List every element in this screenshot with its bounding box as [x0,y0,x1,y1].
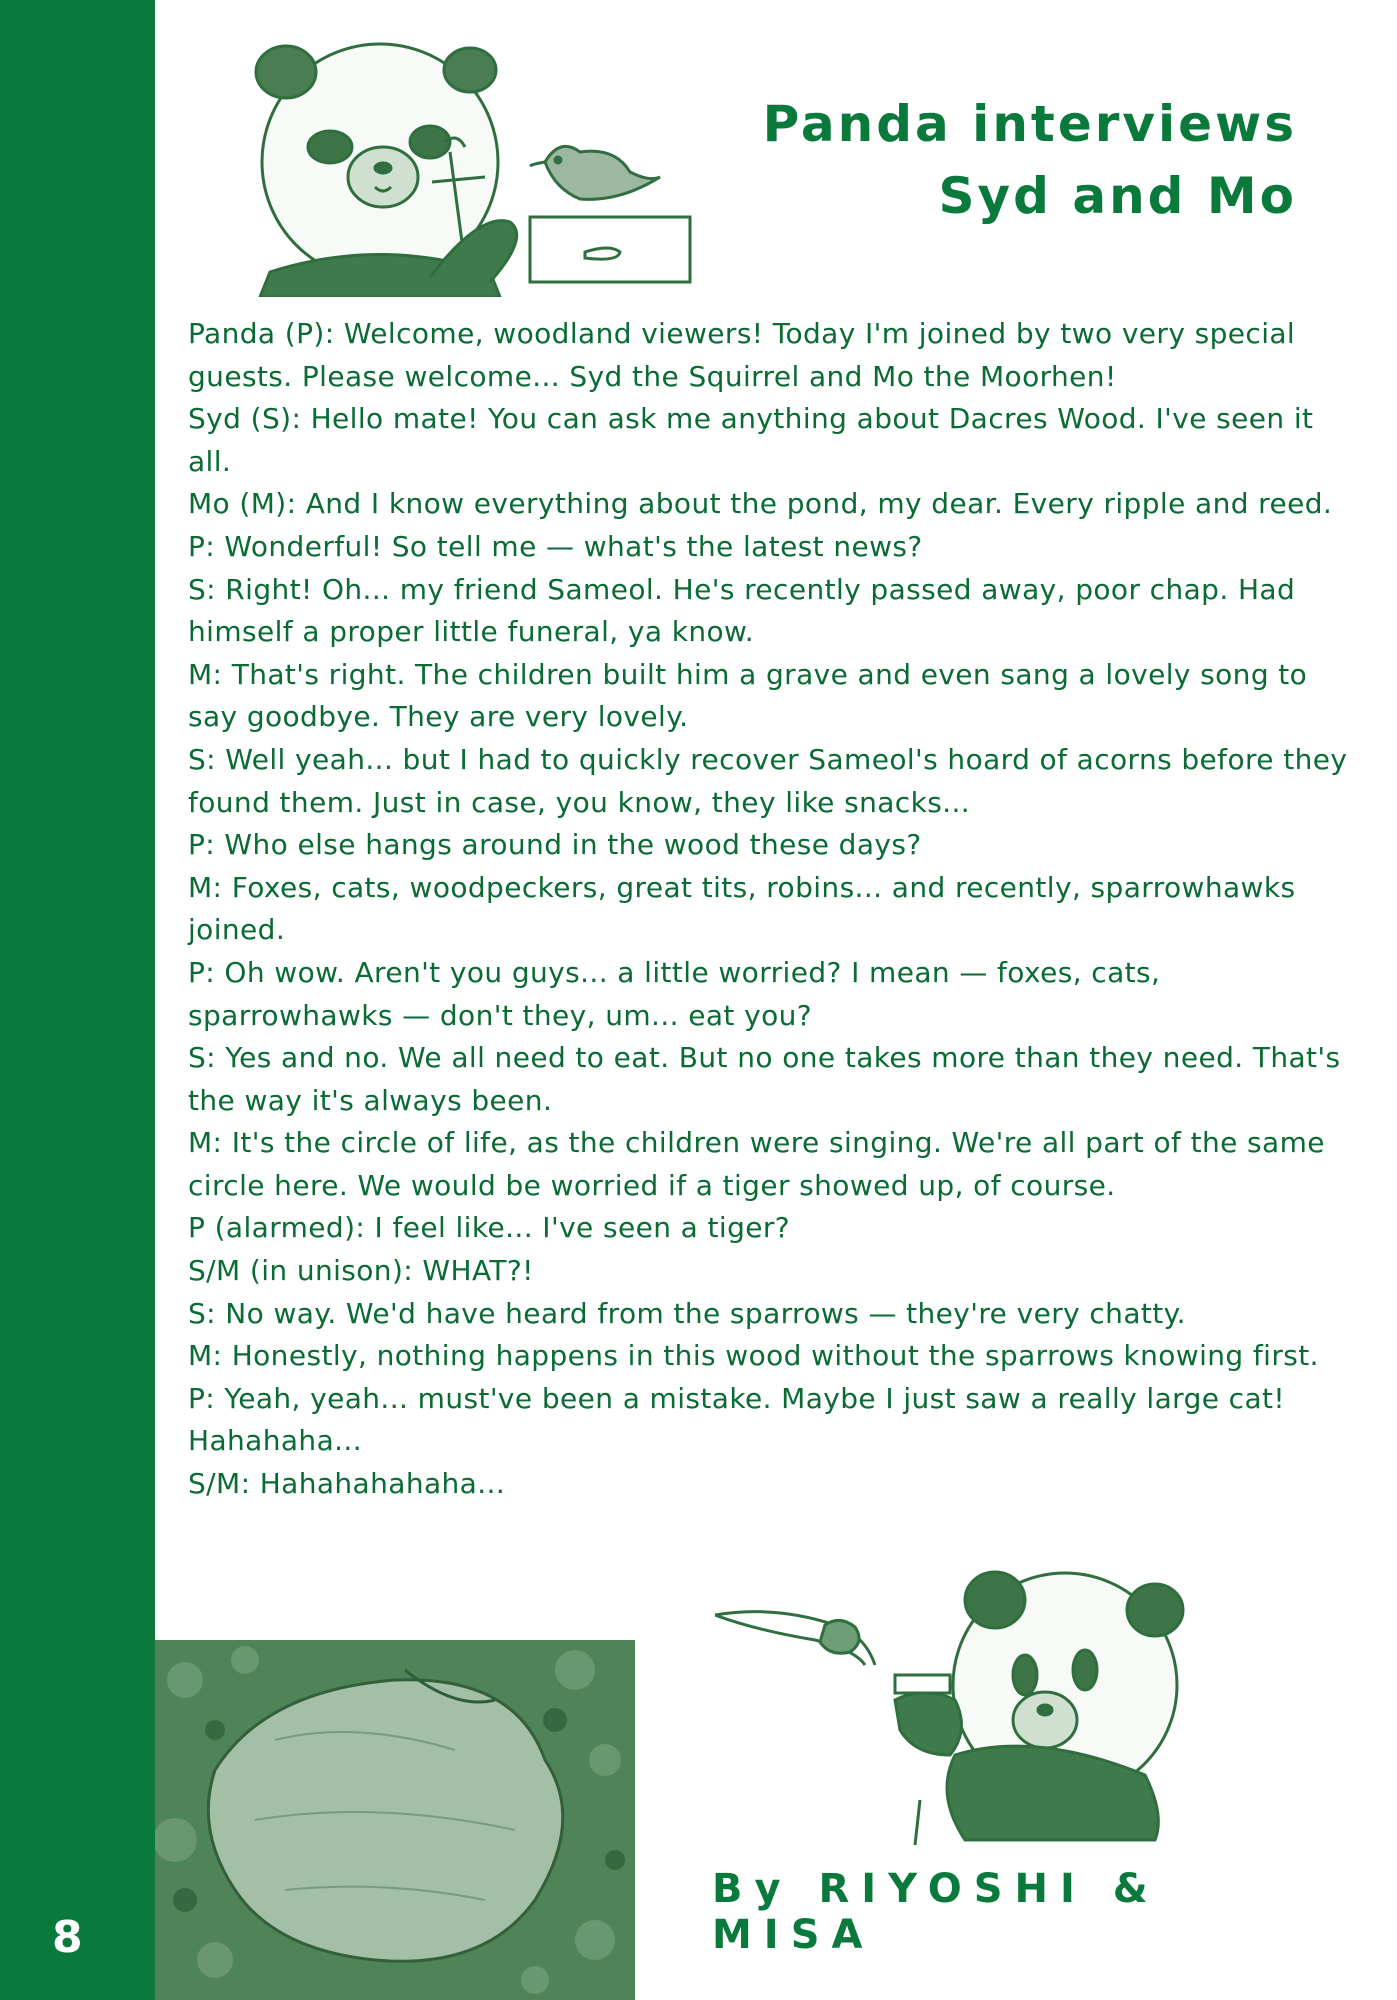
interview-line: Panda (P): Welcome, woodland viewers! Today I'm joined by two very special guests. Please welcome... Syd the Squirrel and Mo the Moorhen! [188,317,1296,393]
interview-line: M: Honestly, nothing happens in this wood without the sparrows knowing first. [188,1339,1319,1373]
interview-line: Syd (S): Hello mate! You can ask me anything about Dacres Wood. I've seen it all. [188,402,1314,478]
page-title [677,88,1297,232]
interview-line: M: Foxes, cats, woodpeckers, great tits, robins... and recently, sparrowhawks joined. [188,870,1296,947]
sameol-grave-stump-photo [155,1640,635,2000]
interview-line: Mo (M): And I know everything about the pond, my dear. Every ripple and reed. [188,487,1333,521]
interview-line: P: Who else hangs around in the wood these days? [188,828,922,862]
interview-line: S/M: Hahahahahaha... [188,1467,506,1501]
interview-line: P: Oh wow. Aren't you guys... a little worried? I mean — foxes, cats, sparrowhawks — don't they, um... eat you? [188,955,1161,1032]
panda-with-moorhen-icon [200,22,740,297]
interview-line: S: Well yeah... but I had to quickly recover Sameol's hoard of acorns before they found them. Just in case, you know, they like snacks... [188,742,1348,819]
interview-line: S/M (in unison): WHAT?! [188,1254,534,1288]
interview-line: P (alarmed): I feel like... I've seen a tiger? [188,1211,791,1245]
title-line-2: Syd and Mo [938,167,1297,225]
interview-line: S: Right! Oh... my friend Sameol. He's recently passed away, poor chap. Had himself a proper little funeral, ya know. [188,572,1296,649]
page-number: 8 [52,1912,83,1963]
interview-line: M: It's the circle of life, as the children were singing. We're all part of the same circle here. We would be worried if a tiger showed up, of course. [188,1126,1325,1202]
interview-line: P: Yeah, yeah... must've been a mistake. Maybe I just saw a really large cat! Hahahaha... [188,1381,1286,1458]
interview-line: S: Yes and no. We all need to eat. But no one takes more than they need. That's the way it's always been. [188,1041,1341,1117]
panda-with-squirrel-icon [715,1555,1235,1855]
byline: By RIYOSHI & MISA [712,1866,1160,1958]
interview-line: S: No way. We'd have heard from the sparrows — they're very chatty. [188,1296,1186,1330]
side-band [0,0,155,2000]
interview-line: M: That's right. The children built him a grave and even sang a lovely song to say goodbye. They are very lovely. [188,657,1308,734]
interview-line: P: Wonderful! So tell me — what's the latest news? [188,529,923,563]
interview-text [188,313,1348,1506]
title-line-1: Panda interviews [762,95,1297,153]
